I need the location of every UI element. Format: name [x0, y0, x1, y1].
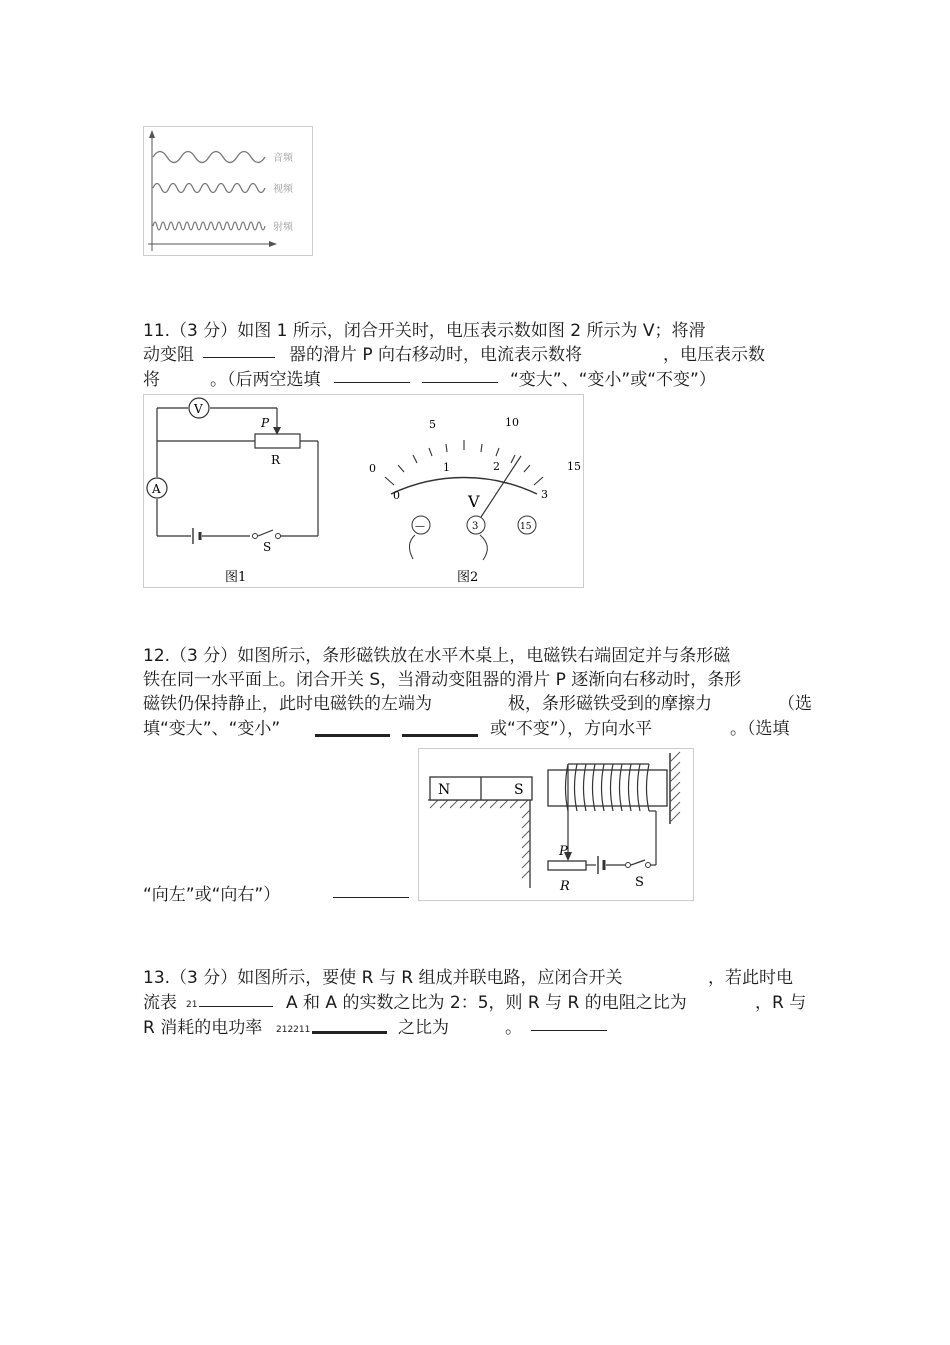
circuit-figure-1 [157, 408, 318, 536]
x-axis-arrow [269, 241, 277, 247]
wave-label-video: 视频 [273, 184, 293, 195]
wave-figure [143, 126, 313, 256]
meter-needle [481, 456, 521, 517]
magnet-north-label: N [438, 782, 451, 798]
meter-unit: V [468, 492, 480, 511]
lower-tick-2: 2 [493, 460, 500, 473]
q13-subscript-2: 212211 [276, 1025, 311, 1035]
q11-blank-2 [334, 382, 410, 383]
wire-left [409, 535, 415, 559]
q13-line-1a: 13.（3 分）如图所示，要使 R 与 R 组成并联电路，应闭合开关 [143, 968, 623, 988]
q12-blank-1 [315, 734, 390, 737]
q11-line-3b: 。（后两空选填 [210, 370, 321, 390]
q13-line-3b: 之比为 [398, 1018, 449, 1038]
upper-tick-15: 15 [567, 460, 581, 473]
upper-tick-5: 5 [429, 418, 436, 431]
battery-symbol [193, 528, 200, 544]
q11-line-2b: 器的滑片 P 向右移动时，电流表示数将 [289, 345, 583, 365]
upper-tick-10: 10 [505, 416, 519, 429]
audio-wave [153, 152, 265, 163]
q12-line-2: 铁在同一水平面上。闭合开关 S，当滑动变阻器的滑片 P 逐渐向右移动时，条形 [143, 670, 742, 690]
q12-figure [418, 748, 694, 901]
magnet-south-label: S [514, 782, 524, 798]
ammeter-label: A [152, 482, 161, 496]
q11-line-1: 11.（3 分）如图 1 所示，闭合开关时，电压表示数如图 2 所示为 V；将滑 [143, 321, 706, 341]
q12-blank-2 [402, 734, 478, 737]
q12-line-3b: 极，条形磁铁受到的摩擦力 [508, 694, 712, 714]
resistor-label: R [271, 453, 281, 467]
q12-blank-3 [333, 897, 409, 898]
table-hatching [430, 800, 530, 878]
lower-tick-3: 3 [541, 488, 548, 501]
lower-tick-0: 0 [393, 489, 400, 502]
q13-blank-3 [531, 1030, 607, 1031]
upper-tick-0: 0 [369, 462, 376, 475]
q13-blank-2 [312, 1031, 387, 1034]
q13-line-3a: R 消耗的电功率 [143, 1018, 263, 1038]
wire-middle [480, 535, 487, 560]
wall-hatching [670, 752, 680, 822]
q13-line-2a: 流表 [143, 993, 177, 1013]
slider-label: P [261, 416, 270, 430]
figure-1-caption: 图1 [225, 570, 247, 585]
q12-line-4b: 或“不变”），方向水平 [490, 719, 653, 739]
rheostat [548, 861, 586, 870]
switch-label-2: S [635, 875, 644, 890]
switch-label: S [263, 540, 272, 554]
svg-text:3: 3 [472, 521, 479, 532]
q11-blank-1 [203, 357, 275, 358]
q13-line-2c: ，R 与 [755, 993, 807, 1013]
rf-wave [153, 222, 265, 230]
meter-figure-2 [369, 416, 581, 585]
voltmeter-label: V [194, 402, 203, 416]
q12-line-3a: 磁铁仍保持静止，此时电磁铁的左端为 [143, 694, 432, 714]
slider-label-2: P [559, 844, 568, 859]
q12-line-1: 12.（3 分）如图所示，条形磁铁放在水平木桌上，电磁铁右端固定并与条形磁 [143, 646, 731, 666]
battery-symbol-2 [598, 856, 604, 874]
q13-blank-1 [199, 1006, 273, 1007]
q12-line-4a: 填“变大”、“变小” [143, 719, 281, 739]
q11-line-3a: 将 [143, 370, 160, 390]
q13-line-1b: ，若此时电 [708, 968, 793, 988]
figure-2-caption: 图2 [457, 570, 479, 585]
q13-line-3c: 。 [505, 1018, 522, 1038]
rheostat-label: R [560, 879, 570, 894]
q11-line-3c: “变大”、“变小”或“不变”） [510, 370, 716, 390]
wave-label-rf: 射频 [273, 222, 293, 233]
video-wave [153, 184, 265, 193]
lower-tick-1: 1 [443, 461, 450, 474]
q12-line-4c: 。（选填 [730, 719, 790, 739]
q13-subscript-1: 21 [186, 1000, 198, 1010]
svg-text:—: — [415, 521, 425, 532]
q12-line-5: “向左”或“向右”） [143, 885, 281, 905]
q12-line-3c: （选 [778, 694, 812, 714]
q11-blank-3 [422, 382, 498, 383]
q11-figure [143, 394, 584, 588]
q11-line-2c: ，电压表示数 [663, 345, 765, 365]
svg-text:15: 15 [520, 522, 532, 532]
q11-line-2a: 动变阻 [143, 345, 194, 365]
wave-label-audio: 音频 [273, 153, 293, 164]
q13-line-2b: A 和 A 的实数之比为 2：5，则 R 与 R 的电阻之比为 [286, 993, 687, 1013]
y-axis-arrow [149, 130, 155, 138]
